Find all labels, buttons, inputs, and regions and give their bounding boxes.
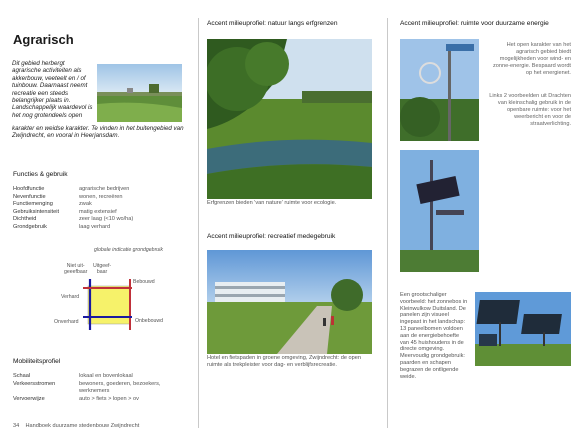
energy-text-2: Links 2 voorbeelden uit Drachten van kleinschalig gebruik in de openbare ruimte: voor het weerbericht en voor de straatverlichting.	[489, 93, 571, 127]
kv-key: Functiemenging	[13, 201, 53, 208]
diagram-caption: globale indicatie grondgebruik	[94, 247, 163, 253]
caption-nature: Erfgrenzen bieden 'van nature' ruimte voor ecologie.	[207, 200, 337, 206]
kv-value: auto > fiets > lopen > ov	[79, 395, 139, 402]
label-bebouwd: Bebouwd	[133, 279, 155, 285]
label-onverhard: Onverhard	[54, 319, 79, 325]
heading-recreation: Accent milieuprofiel: recreatief medegebruik	[207, 233, 336, 240]
kv-key: Gebruiksintensiteit	[13, 208, 60, 215]
label-verhard: Verhard	[61, 294, 80, 300]
intro-text-continued	[12, 125, 188, 140]
farmland-photo	[97, 64, 182, 122]
kv-key: Verkeersstromen	[13, 380, 56, 387]
kv-value: bewoners, goederen, bezoekers, werknemers	[79, 380, 161, 394]
kv-value: zeer laag (<10 wo/ha)	[79, 216, 134, 223]
label-onbebouwd: Onbebouwd	[135, 318, 163, 324]
energy-text-1: Het open karakter van het agrarisch gebied biedt mogelijkheden voor wind- en zonne-energie. Bespaard wordt op het energienet.	[492, 42, 571, 76]
intro-text	[12, 60, 94, 119]
kv-key: Nevenfunctie	[13, 193, 46, 200]
kv-key: Hoofdfunctie	[13, 186, 45, 192]
kv-value: matig extensief	[79, 208, 117, 215]
functions-heading: Functies & gebruik	[13, 171, 68, 178]
kv-key: Schaal	[13, 373, 31, 379]
mobility-table	[13, 373, 188, 408]
wind-sign-photo	[400, 39, 479, 141]
page-title: Agrarisch	[13, 32, 74, 47]
heading-nature: Accent milieuprofiel: natuur langs erfgrenzen	[207, 20, 338, 27]
intro-text-part-a: Dit gebied herbergt agrarische activiteiten als akkerbouw, veeteelt en / of tuinbouw. Daarnaast neemt recreatie een steeds belangrijker plaats in. Landschappelijk waardevol is het nog grotendeels open	[12, 60, 93, 119]
page-footer: 34 Handboek duurzame stedenbouw Zwijndrecht	[13, 423, 140, 429]
solar-lamp-photo	[400, 150, 479, 272]
label-uitgeefbaar: Uitgeef- baar	[93, 263, 112, 275]
nature-photo	[207, 39, 372, 199]
kv-value: wonen, recreëren	[79, 193, 123, 200]
kv-value: zwak	[79, 201, 92, 208]
kv-key: Grondgebruik	[13, 224, 47, 230]
recreation-photo	[207, 250, 372, 354]
functions-table	[13, 186, 188, 236]
column-divider-2	[387, 18, 388, 428]
kv-value: agrarische bedrijven	[79, 186, 130, 192]
caption-recreation: Hotel en fietspaden in groene omgeving, Zwijndrecht: de open ruimte als trekpleister voor dag- en verblijfsrecreatie.	[207, 355, 361, 368]
intro-text-part-b: karakter en weidse karakter. Te vinden in het buitengebied van Zwijndrecht, en vooral in Heerjansdam.	[12, 125, 184, 140]
kv-value: lokaal en bovenlokaal	[79, 373, 133, 379]
solar-forest-photo	[475, 292, 571, 366]
kv-value: laag verhard	[79, 224, 111, 230]
column-divider-1	[198, 18, 199, 428]
label-niet-uitgeefbaar: Niet uit- geeefbaar	[64, 263, 88, 275]
kv-key: Vervoerwijze	[13, 395, 45, 402]
mobility-heading: Mobiliteitsprofiel	[13, 358, 61, 365]
heading-energy: Accent milieuprofiel: ruimte voor duurzame energie	[400, 20, 549, 27]
caption-energy: Een grootschaliger voorbeeld: het zonnebos in Kleinwulkow Duitsland. De panelen zijn visueel ingepast in het landschap: 13 paneelbomen voldoen aan de energiebehoefte van 45 huishoudens in de directe omgeving. Meervoudig grondgebruik: paarden en schapen begrazen de ontligende weide.	[400, 292, 468, 380]
kv-key: Dichtheid	[13, 216, 37, 223]
